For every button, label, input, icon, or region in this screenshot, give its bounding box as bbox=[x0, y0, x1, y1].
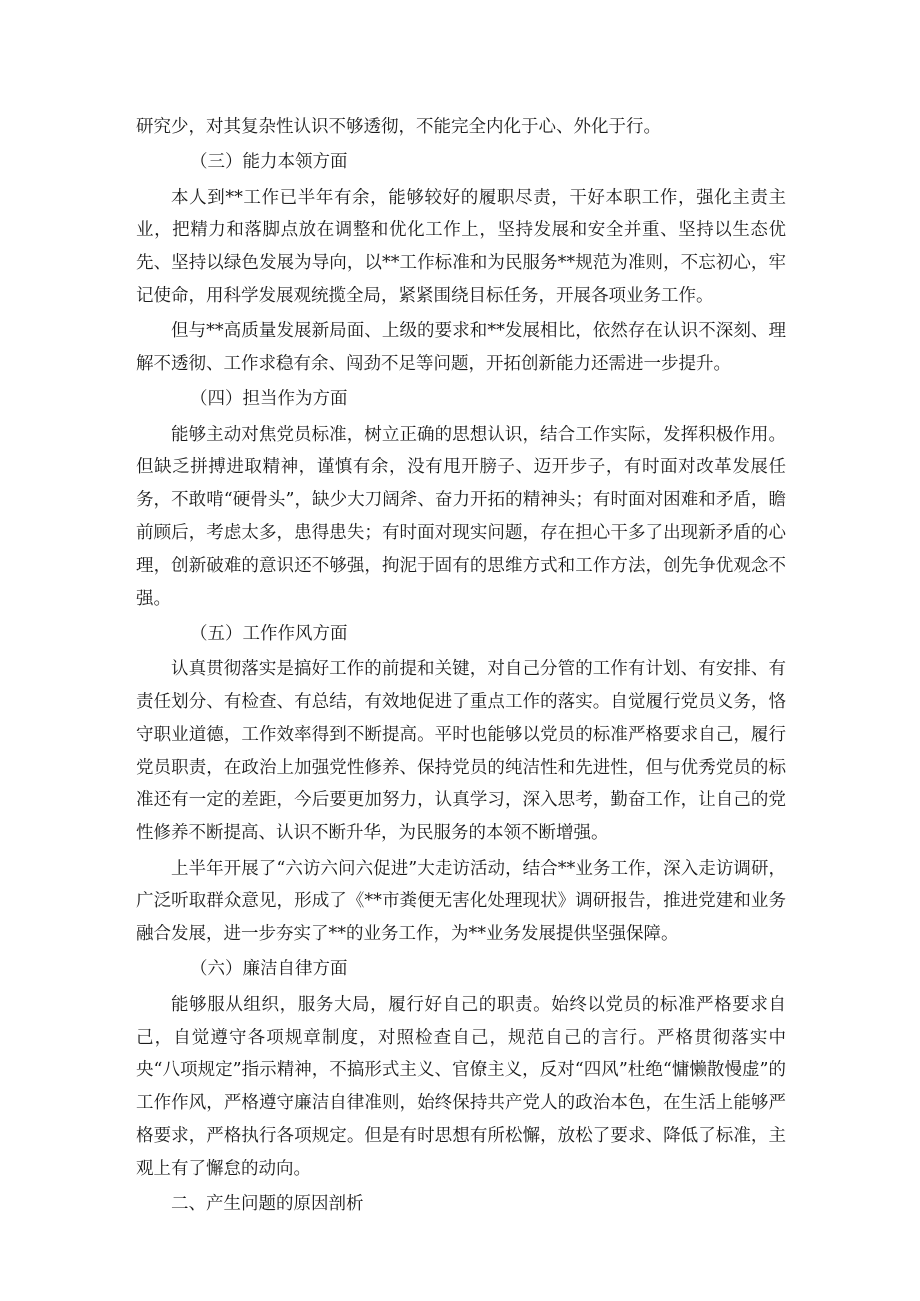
heading-work-style: （五）工作作风方面 bbox=[190, 623, 348, 644]
paragraph-ability-1: 本人到**工作已半年有余，能够较好的履职尽责，干好本职工作，强化主责主业，把精力和落脚点放在调整和优化工作上，坚持发展和安全并重、坚持以生态优先、坚持以绿色发展为导向，以**工作标准和为民服务**规范为准则，不忘初心，牢记使命，用科学发展观统揽全局，紧紧围绕目标任务，开展各项业务工作。 bbox=[136, 187, 786, 306]
section-title-cause-analysis: 二、产生问题的原因剖析 bbox=[171, 1194, 364, 1214]
paragraph-continuation: 研究少，对其复杂性认识不够透彻，不能完全内化于心、外化于行。 bbox=[136, 117, 661, 137]
document-body bbox=[136, 111, 786, 1221]
paragraph-work-style-1: 认真贯彻落实是搞好工作的前提和关键，对自己分管的工作有计划、有安排、有责任划分、有检查、有总结，有效地促进了重点工作的落实。自觉履行党员义务，恪守职业道德，工作效率得到不断提高。平时也能够以党员的标准严格要求自己，履行党员职责，在政治上加强党性修养、保持党员的纯洁性和先进性，但与优秀党员的标准还有一定的差距，今后要更加努力，认真学习，深入思考，勤奋工作，让自己的党性修养不断提高、认识不断升华，为民服务的本领不断增强。 bbox=[136, 659, 786, 844]
paragraph-integrity: 能够服从组织，服务大局，履行好自己的职责。始终以党员的标准严格要求自己，自觉遵守各项规章制度，对照检查自己，规范自己的言行。严格贯彻落实中央“八项规定”指示精神，不搞形式主义、官僚主义，反对“四风”杜绝“慵懒散慢虚”的工作作风，严格遵守廉洁自律准则，始终保持共产党人的政治本色，在生活上能够严格要求，严格执行各项规定。但是有时思想有所松懈，放松了要求、降低了标准，主观上有了懈怠的动向。 bbox=[136, 994, 786, 1179]
paragraph-ability-2: 但与**高质量发展新局面、上级的要求和**发展相比，依然存在认识不深刻、理解不透彻、工作求稳有余、闯劲不足等问题，开拓创新能力还需进一步提升。 bbox=[136, 321, 786, 375]
heading-responsibility: （四）担当作为方面 bbox=[190, 389, 348, 410]
heading-ability: （三）能力本领方面 bbox=[190, 152, 348, 173]
paragraph-work-style-2: 上半年开展了“六访六问六促进”大走访活动，结合**业务工作，深入走访调研，广泛听取群众意见，形成了《**市粪便无害化处理现状》调研报告，推进党建和业务融合发展，进一步夯实了**的业务工作，为**业务发展提供坚强保障。 bbox=[136, 858, 786, 945]
paragraph-responsibility: 能够主动对焦党员标准，树立正确的思想认识，结合工作实际，发挥积极作用。但缺乏拼搏进取精神，谨慎有余，没有甩开膀子、迈开步子，有时面对改革发展任务，不敢啃“硬骨头”，缺少大刀阔斧、奋力开拓的精神头；有时面对困难和矛盾，瞻前顾后，考虑太多，患得患失；有时面对现实问题，存在担心干多了出现新矛盾的心理，创新破难的意识还不够强，拘泥于固有的思维方式和工作方法，创先争优观念不强。 bbox=[136, 424, 786, 609]
heading-integrity: （六）廉洁自律方面 bbox=[190, 959, 348, 980]
